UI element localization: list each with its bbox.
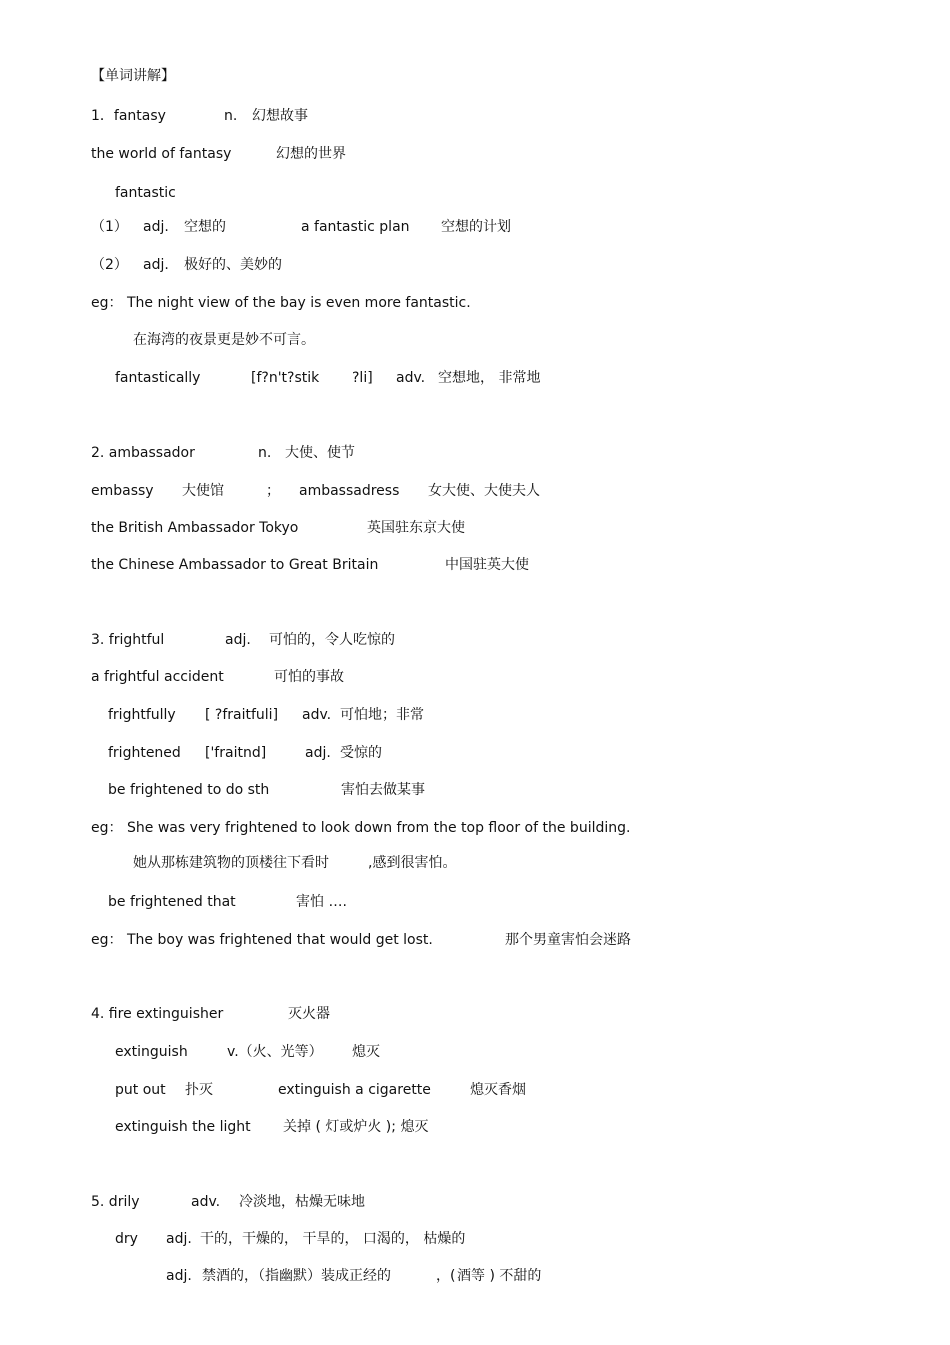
entry-1-line [0, 293, 950, 313]
entry-text: 中国驻英大使 [445, 557, 529, 573]
entry-text: extinguish [115, 1044, 188, 1060]
entry-text: ,感到很害怕。 [368, 855, 457, 871]
entry-text: adj. [225, 632, 251, 648]
entry-2-line [0, 443, 950, 463]
entry-text: the Chinese Ambassador to Great Britain [91, 557, 379, 573]
entry-text: embassy [91, 483, 154, 499]
entry-text: 极好的、美妙的 [184, 257, 282, 273]
entry-4-line [0, 1004, 950, 1024]
entry-3-line [0, 630, 950, 650]
entry-text: 空想地， 非常地 [438, 370, 541, 386]
entry-text: 1．fantasy [91, 108, 166, 124]
entry-text: frightened [108, 745, 181, 761]
entry-text: The boy was frightened that would get lost. [127, 932, 433, 948]
entry-text: 害怕去做某事 [341, 782, 425, 798]
entry-text: n. [258, 445, 272, 461]
entry-text: 那个男童害怕会迷路 [505, 932, 631, 948]
entry-text: 禁酒的，（指幽默）装成正经的 [202, 1268, 391, 1284]
entry-text: eg： [91, 295, 123, 311]
entry-text: The night view of the bay is even more fantastic. [127, 295, 471, 311]
entry-text: 酒等 ) 不甜的 [457, 1268, 542, 1284]
entry-text: be frightened to do sth [108, 782, 270, 798]
entry-3-line [0, 743, 950, 763]
entry-4-line [0, 1080, 950, 1100]
entry-5-line [0, 1266, 950, 1286]
entry-text: be frightened that [108, 894, 236, 910]
entry-text: ['fraitnd] [205, 745, 267, 761]
entry-3-line [0, 892, 950, 912]
entry-1-line [0, 183, 950, 203]
entry-text: v.（火、光等） [227, 1044, 323, 1060]
entry-text: 大使馆 [182, 483, 224, 499]
entry-text: ambassadress [299, 483, 400, 499]
entry-text: 女大使、大使夫人 [428, 483, 540, 499]
entry-text: 受惊的 [340, 745, 382, 761]
entry-text: dry [115, 1231, 138, 1247]
entry-text: the British Ambassador Tokyo [91, 520, 299, 536]
entry-text: 空想的计划 [441, 219, 511, 235]
entry-text: ； [266, 483, 280, 499]
entry-text: eg： [91, 820, 123, 836]
entry-text: 3. frightful [91, 632, 165, 648]
entry-text: （1） [91, 219, 128, 235]
entry-text: 5. drily [91, 1194, 140, 1210]
entry-text: 4. fire extinguisher [91, 1006, 224, 1022]
entry-text: adj. [305, 745, 331, 761]
entry-3-line [0, 705, 950, 725]
entry-text: adj. [143, 257, 169, 273]
entry-3-line [0, 780, 950, 800]
entry-text: 灭火器 [288, 1006, 330, 1022]
entry-text: adv. [396, 370, 426, 386]
entry-text: frightfully [108, 707, 176, 723]
entry-4-line [0, 1117, 950, 1137]
entry-2-line [0, 481, 950, 501]
entry-text: adv. [191, 1194, 221, 1210]
entry-1-line [0, 106, 950, 126]
entry-text: extinguish a cigarette [278, 1082, 431, 1098]
entry-1-line [0, 217, 950, 237]
entry-text: put out [115, 1082, 166, 1098]
entry-text: 扑灭 [185, 1082, 213, 1098]
entry-text: fantastic [115, 185, 176, 201]
entry-1-line [0, 368, 950, 388]
entry-text: 害怕 …. [296, 894, 347, 910]
entry-text: 她从那栋建筑物的顶楼往下看时 [133, 855, 329, 871]
entry-text: 熄灭 [352, 1044, 380, 1060]
entry-text: a frightful accident [91, 669, 224, 685]
entry-text: 可怕地；非常 [340, 707, 424, 723]
entry-3-line [0, 667, 950, 687]
entry-3-line [0, 853, 950, 873]
entry-text: adj. [166, 1231, 192, 1247]
entry-text: 干的，干燥的， 干旱的， 口渴的， 枯燥的 [200, 1231, 466, 1247]
entry-text: 大使、使节 [285, 445, 355, 461]
entry-text: 可怕的，令人吃惊的 [269, 632, 395, 648]
entry-1-line [0, 144, 950, 164]
entry-text: 2. ambassador [91, 445, 195, 461]
entry-text: fantastically [115, 370, 201, 386]
entry-text: ，( [436, 1268, 456, 1284]
entry-5-line [0, 1229, 950, 1249]
entry-3-line [0, 818, 950, 838]
entry-text: （2） [91, 257, 128, 273]
entry-2-line [0, 555, 950, 575]
entry-text: adj. [143, 219, 169, 235]
entry-text: the world of fantasy [91, 146, 232, 162]
entry-text: 幻想的世界 [276, 146, 346, 162]
entry-text: 熄灭香烟 [470, 1082, 526, 1098]
entry-1-line [0, 330, 950, 350]
entry-text: She was very frightened to look down from the top floor of the building. [127, 820, 631, 836]
entry-text: 在海湾的夜景更是妙不可言。 [133, 332, 315, 348]
entry-text: [f?n't?stik [251, 370, 320, 386]
entry-text: 空想的 [184, 219, 226, 235]
entry-text: extinguish the light [115, 1119, 251, 1135]
entry-text: adv. [302, 707, 332, 723]
entry-3-line [0, 930, 950, 950]
entry-text: adj. [166, 1268, 192, 1284]
page-header [0, 66, 950, 86]
entry-text: a fantastic plan [301, 219, 410, 235]
entry-text: 可怕的事故 [274, 669, 344, 685]
entry-text: 幻想故事 [252, 108, 308, 124]
entry-4-line [0, 1042, 950, 1062]
entry-text: 关掉 ( 灯或炉火 ); 熄灭 [283, 1119, 429, 1135]
entry-text: 冷淡地，枯燥无味地 [239, 1194, 365, 1210]
header-text: 【单词讲解】 [91, 68, 175, 84]
entry-text: [ ?fraitfuli] [205, 707, 279, 723]
entry-text: ?li] [352, 370, 373, 386]
entry-text: eg： [91, 932, 123, 948]
entry-text: 英国驻东京大使 [367, 520, 465, 536]
entry-text: n. [224, 108, 238, 124]
entry-5-line [0, 1192, 950, 1212]
entry-1-line [0, 255, 950, 275]
entry-2-line [0, 518, 950, 538]
